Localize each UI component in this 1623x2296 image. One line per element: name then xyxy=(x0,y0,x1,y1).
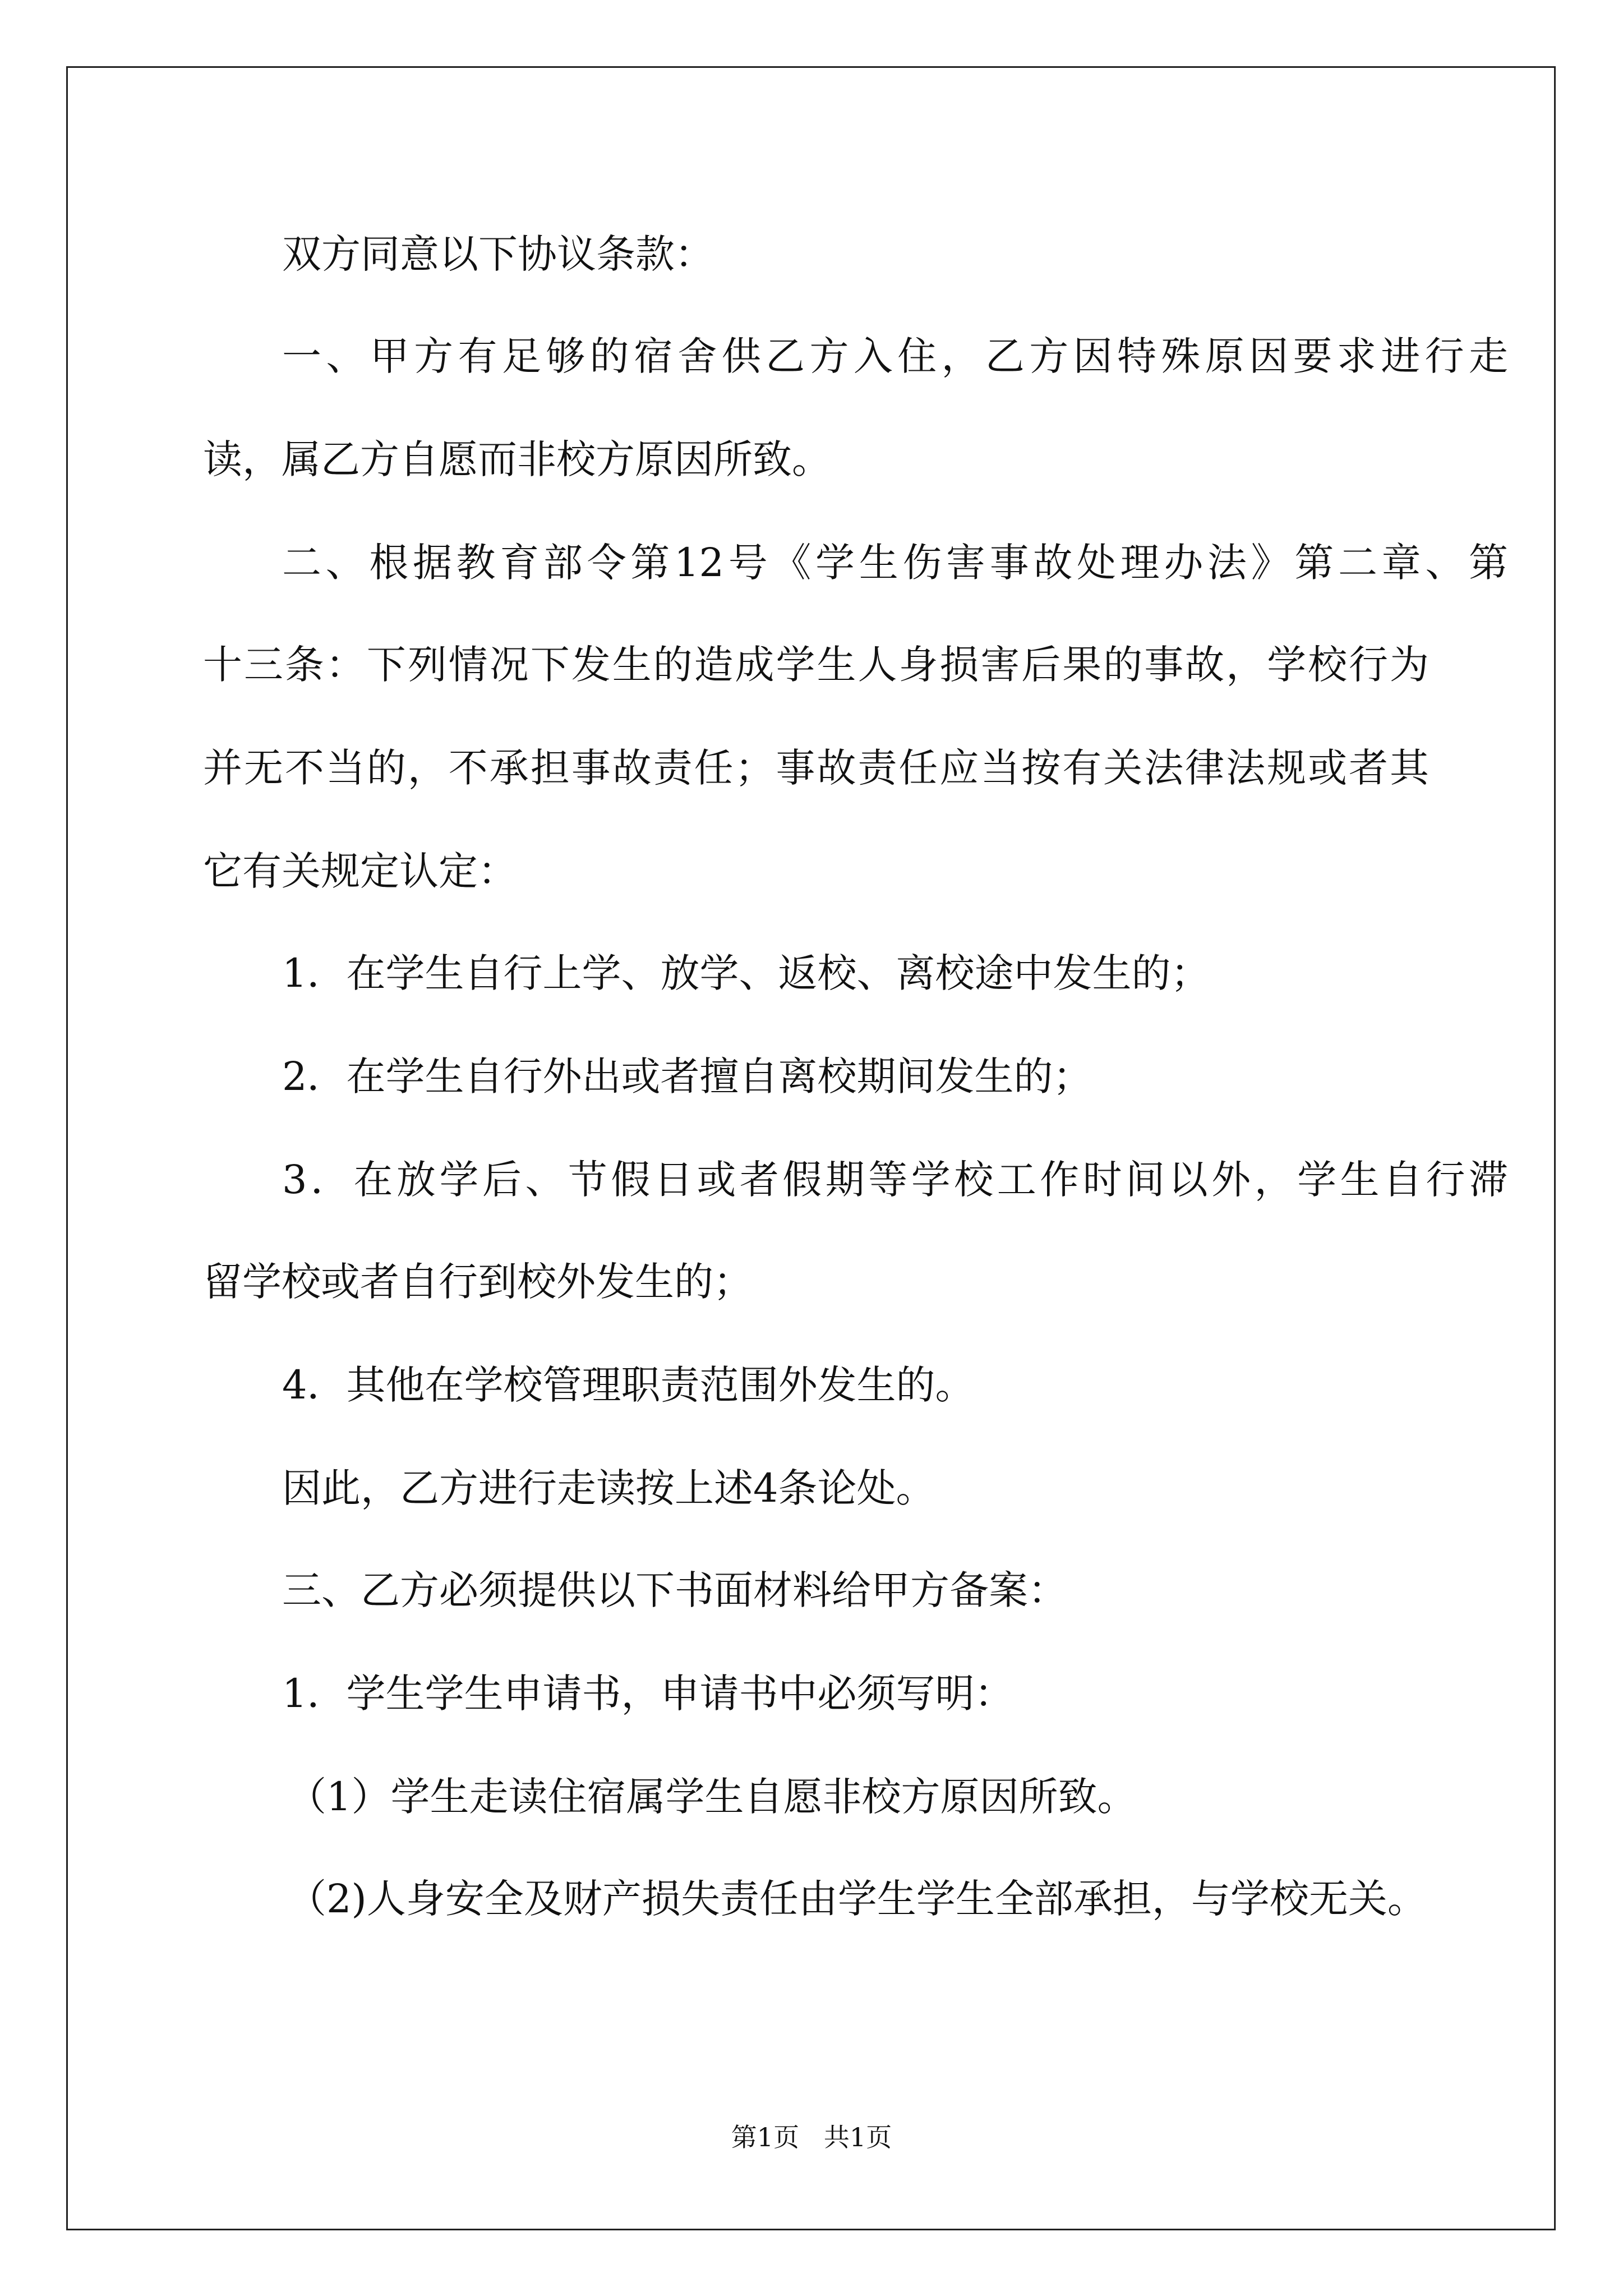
page-number-footer: 第1页 共1页 xyxy=(731,2122,892,2152)
item-3-line-2: 留学校或者自行到校外发生的； xyxy=(203,1259,753,1305)
conclusion-line: 因此，乙方进行走读按上述4条论处。 xyxy=(282,1465,935,1511)
clause-3-line: 三、乙方必须提供以下书面材料给甲方备案： xyxy=(282,1567,1067,1613)
clause-1-line-1: 一、甲方有足够的宿舍供乙方入住，乙方因特殊原因要求进行走 xyxy=(282,333,1508,379)
sub-item-1: （1）学生走读住宿属学生自愿非校方原因所致。 xyxy=(287,1774,1137,1820)
clause-2-line-1: 二、根据教育部令第12号《学生伤害事故处理办法》第二章、第 xyxy=(282,540,1508,586)
item-2: 2．在学生自行外出或者擅自离校期间发生的； xyxy=(282,1053,1092,1099)
material-item-1: 1．学生学生申请书，申请书中必须写明： xyxy=(282,1671,1014,1717)
paragraph-intro: 双方同意以下协议条款： xyxy=(282,231,714,277)
clause-1-line-2: 读，属乙方自愿而非校方原因所致。 xyxy=(203,436,831,482)
clause-2-line-2: 十三条：下列情况下发生的造成学生人身损害后果的事故，学校行为 xyxy=(203,642,1429,688)
item-4: 4．其他在学校管理职责范围外发生的。 xyxy=(282,1362,975,1408)
item-3-line-1: 3．在放学后、节假日或者假期等学校工作时间以外，学生自行滞 xyxy=(282,1157,1508,1203)
clause-2-line-4: 它有关规定认定： xyxy=(203,848,517,894)
clause-2-line-3: 并无不当的，不承担事故责任；事故责任应当按有关法律法规或者其 xyxy=(203,745,1429,791)
item-1: 1．在学生自行上学、放学、返校、离校途中发生的； xyxy=(282,950,1210,996)
sub-item-2: （2)人身安全及财产损失责任由学生学生全部承担，与学校无关。 xyxy=(287,1876,1427,1922)
